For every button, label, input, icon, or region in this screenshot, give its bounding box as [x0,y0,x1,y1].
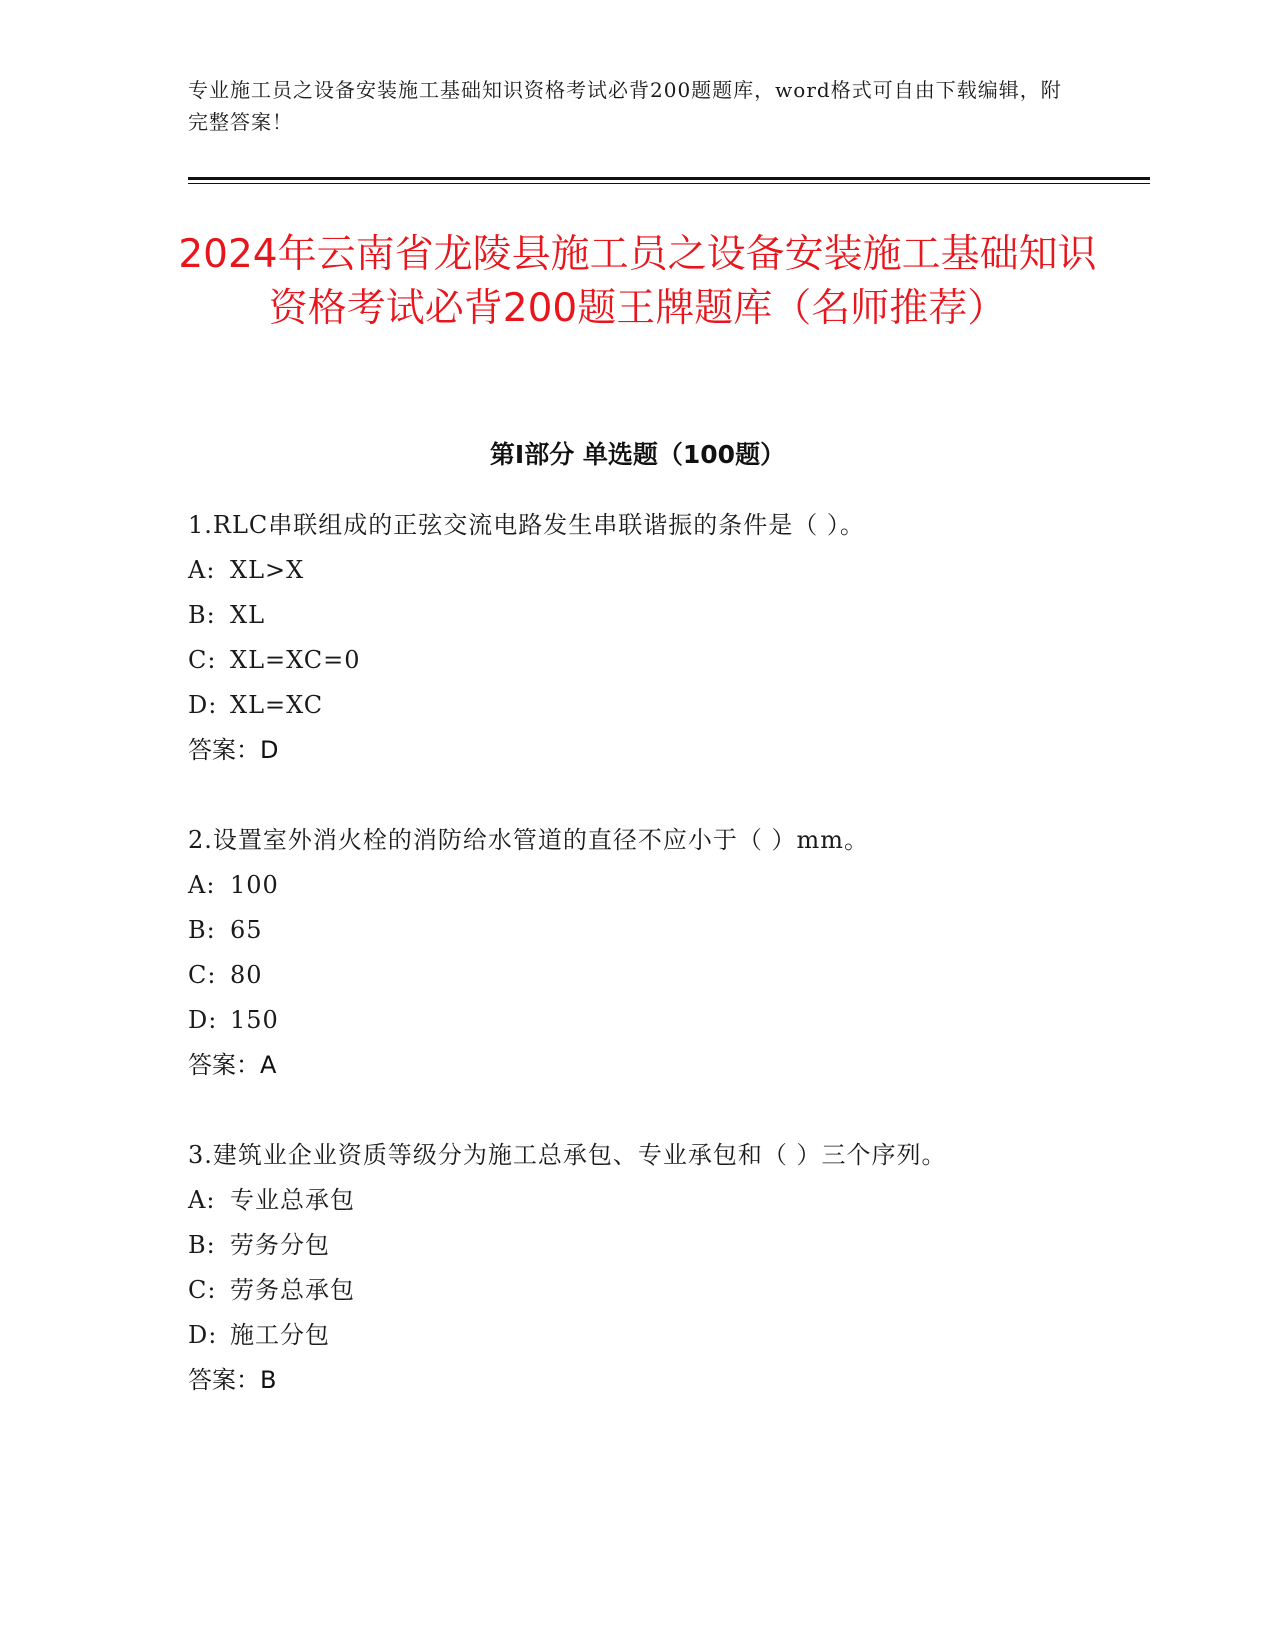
option-label: D: [188,1006,218,1034]
question-text: 1.RLC串联组成的正弦交流电路发生串联谐振的条件是（ ）。 [188,511,865,539]
option-b [188,593,1128,638]
option-text: 劳务总承包 [230,1276,355,1304]
option-c [188,953,1128,998]
section-heading: 第Ⅰ部分 单选题（100题） [489,440,786,469]
option-text: 劳务分包 [230,1231,330,1259]
answer-line: 答案：D [188,736,279,764]
option-text: 80 [230,961,263,989]
option-c [188,638,1128,683]
option-label: C: [188,646,217,674]
option-a [188,1178,1128,1223]
answer-line: 答案：A [188,1051,277,1079]
option-label: B: [188,1231,216,1259]
option-label: D: [188,1321,218,1349]
option-d [188,998,1128,1043]
header-note: 专业施工员之设备安装施工基础知识资格考试必背200题题库，word格式可自由下载编辑，附完整答案！ [188,78,1062,134]
option-label: B: [188,916,216,944]
option-c [188,1268,1128,1313]
option-b [188,908,1128,953]
option-label: A: [188,871,216,899]
option-text: XL=XC=0 [230,646,361,674]
question-text: 2.设置室外消火栓的消防给水管道的直径不应小于（ ）mm。 [188,826,870,854]
option-a [188,548,1128,593]
question-item [188,818,1128,1088]
header-divider-thin [188,183,1150,184]
question-text: 3.建筑业企业资质等级分为施工总承包、专业承包和（ ）三个序列。 [188,1141,947,1169]
option-text: 100 [230,871,279,899]
option-text: XL=XC [230,691,324,719]
option-text: 专业总承包 [230,1186,355,1214]
header-divider-thick [188,177,1150,180]
option-d [188,683,1128,728]
question-item [188,503,1128,773]
option-text: XL [230,601,266,629]
option-text: 150 [230,1006,279,1034]
option-label: C: [188,961,217,989]
option-label: C: [188,1276,217,1304]
option-text: 施工分包 [230,1321,330,1349]
option-a [188,863,1128,908]
option-label: A: [188,556,216,584]
option-label: B: [188,601,216,629]
option-d [188,1313,1128,1358]
option-b [188,1223,1128,1268]
option-text: 65 [230,916,263,944]
option-label: A: [188,1186,216,1214]
answer-line: 答案：B [188,1366,277,1394]
question-item [188,1133,1128,1403]
option-text: XL>X [230,556,305,584]
document-title: 2024年云南省龙陵县施工员之设备安装施工基础知识资格考试必背200题王牌题库（名师推荐） [178,232,1097,331]
option-label: D: [188,691,218,719]
